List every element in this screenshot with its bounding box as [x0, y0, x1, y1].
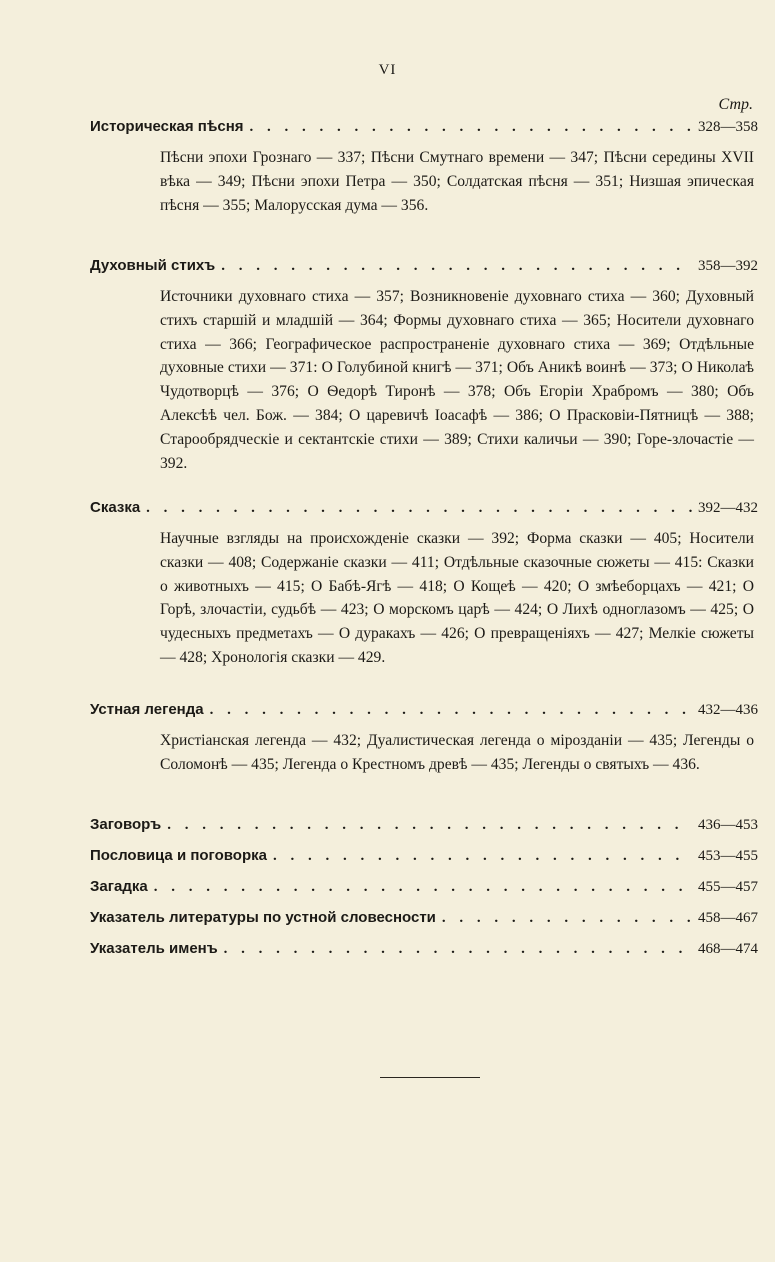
entry-description: Источники духовнаго стиха — 357; Возникновеніе духовнаго стиха — 360; Духовный стихъ старшій и младшій — 364; Формы духовнаго стиха — 365; Носители духовнаго стиха — 366; Географическое распространеніе духовнаго стиха — 369; Отдѣльные духовные стихи — 371: О Голубиной книгѣ — 371; Объ Аникѣ воинѣ — 373; О Николаѣ Чудотворцѣ — 376; О Ѳедорѣ Тиронѣ — 378; Объ Егоріи Храбромъ — 380; Объ Алексѣѣ чел. Бож. — 384; О царевичѣ Іоасафѣ — 386; О Прасковіи-Пятницѣ — 388; Старообрядческіе и сектантскіе стихи — 389; Стихи каличьи — 390; Горе-злочастіе — 392.: [160, 288, 754, 472]
dot-leader: [210, 702, 692, 719]
entry-title: Заговоръ: [90, 816, 162, 833]
pages-column-label: Стр.: [718, 96, 753, 113]
dot-leader: [224, 941, 692, 958]
toc-entry[interactable]: [90, 257, 758, 281]
entry-title: Указатель именъ: [90, 940, 218, 957]
dot-leader: [146, 500, 692, 517]
toc-entry[interactable]: [90, 909, 758, 940]
dot-leader: [221, 258, 692, 275]
entry-pages: 328—358: [698, 119, 758, 135]
toc-entry[interactable]: [90, 878, 758, 909]
entry-description: Научные взгляды на происхожденіе сказки — 392; Форма сказки — 405; Носители сказки — 408; Содержаніе сказки — 411; Отдѣльные сказочные сюжеты — 415: Сказки о животныхъ — 415; О Бабѣ-Ягѣ — 418; О Кощеѣ — 420; О змѣеборцахъ — 421; О Горѣ, злочастіи, судьбѣ — 423; О морскомъ царѣ — 424; О Лихѣ одноглазомъ — 425; О чудесныхъ предметахъ — О дуракахъ — 426; О превращеніяхъ — 427; Мелкіе сюжеты — 428; Хронологія сказки — 429.: [160, 530, 754, 666]
entry-title: Устная легенда: [90, 701, 204, 718]
dot-leader: [250, 119, 692, 136]
toc-section-spiritual-verse: [90, 257, 758, 475]
entry-title: Историческая пѣсня: [90, 118, 244, 135]
dot-leader: [167, 817, 692, 834]
toc-entry[interactable]: [90, 701, 758, 725]
entry-title: Указатель литературы по устной словесности: [90, 909, 436, 926]
end-rule-divider: [380, 1077, 480, 1078]
toc-entry[interactable]: [90, 118, 758, 142]
entry-pages: 455—457: [698, 879, 758, 895]
entry-pages: 468—474: [698, 941, 758, 957]
toc-section-oral-legend: [90, 701, 758, 777]
entry-pages: 458—467: [698, 910, 758, 926]
entry-title: Пословица и поговорка: [90, 847, 267, 864]
entry-pages: 358—392: [698, 258, 758, 274]
entry-pages: 392—432: [698, 500, 758, 516]
dot-leader: [442, 910, 692, 927]
toc-entry[interactable]: [90, 940, 758, 971]
toc-section-fairy-tale: [90, 499, 758, 670]
entry-pages: 432—436: [698, 702, 758, 718]
toc-section-historical-song: [90, 118, 758, 217]
entry-title: Сказка: [90, 499, 141, 516]
entry-title: Загадка: [90, 878, 148, 895]
entry-pages: 453—455: [698, 848, 758, 864]
toc-short-entries: [90, 816, 758, 971]
entry-description: Пѣсни эпохи Грознаго — 337; Пѣсни Смутнаго времени — 347; Пѣсни середины XVII вѣка — 349; Пѣсни эпохи Петра — 350; Солдатская пѣсня — 351; Низшая эпическая пѣсня — 355; Малорусская дума — 356.: [160, 149, 754, 214]
entry-description: Христіанская легенда — 432; Дуалистическая легенда о мірозданіи — 435; Легенды о Соломонѣ — 435; Легенда о Крестномъ древѣ — 435; Легенды о святыхъ — 436.: [160, 732, 754, 773]
toc-entry[interactable]: [90, 499, 758, 523]
entry-title: Духовный стихъ: [90, 257, 216, 274]
entry-pages: 436—453: [698, 817, 758, 833]
toc-entry[interactable]: [90, 847, 758, 878]
page-number: VI: [378, 62, 397, 78]
dot-leader: [273, 848, 692, 865]
dot-leader: [154, 879, 692, 896]
toc-entry[interactable]: [90, 816, 758, 847]
